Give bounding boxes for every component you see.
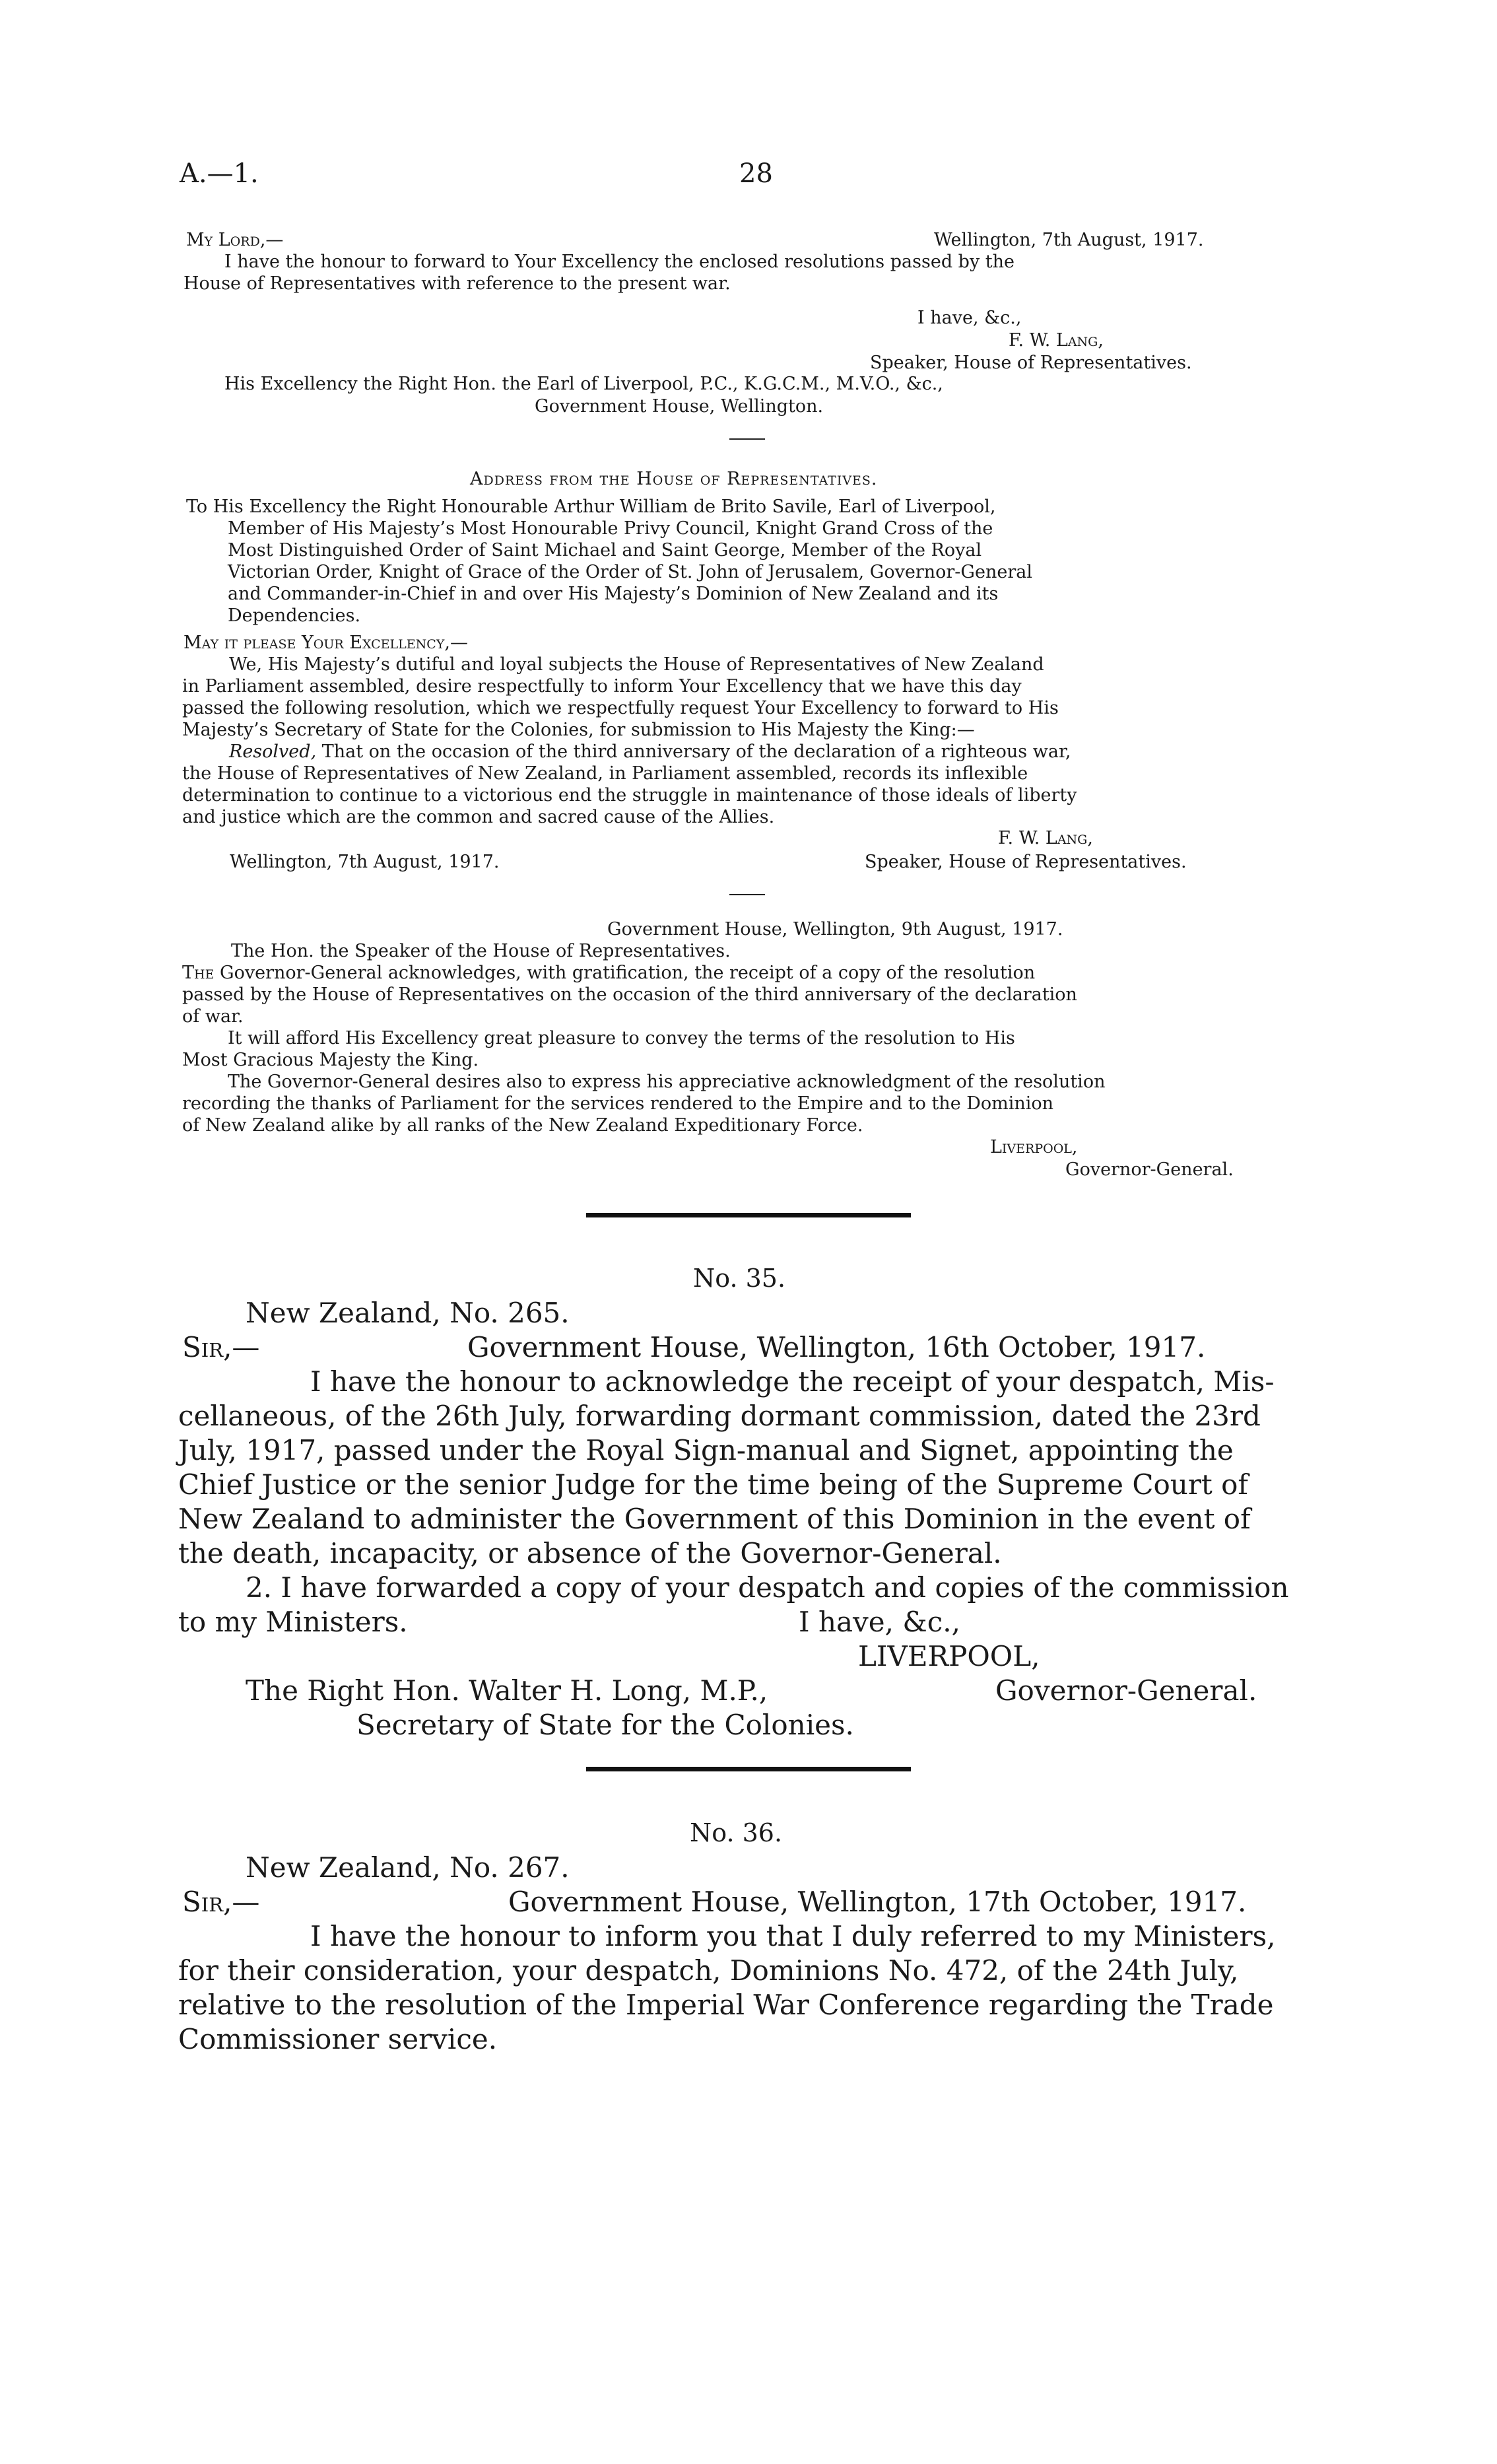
- reply-signature: Liverpool,: [990, 1137, 1078, 1157]
- address-signature-title: Speaker, House of Representatives.: [865, 852, 1187, 872]
- page-reference: A.—1.: [180, 158, 259, 189]
- reply-para3-line: recording the thanks of Parliament for the services rendered to the Empire and to the Dominion: [182, 1093, 1054, 1114]
- reply-para1-first: [182, 963, 1035, 983]
- reply-para3-line: of New Zealand alike by all ranks of the New Zealand Expeditionary Force.: [182, 1115, 863, 1136]
- letter1-signature: F. W. Lang,: [1009, 330, 1104, 351]
- no35-ref: New Zealand, No. 265.: [246, 1297, 570, 1329]
- resolution-line: and justice which are the common and sacred cause of the Allies.: [182, 807, 775, 827]
- resolution-line: determination to continue to a victorious end the struggle in maintenance of those ideals of liberty: [182, 785, 1077, 805]
- resolved-text: That on the occasion of the third anniversary of the declaration of a righteous war,: [321, 741, 1071, 762]
- letter1-addressee-place: Government House, Wellington.: [535, 396, 824, 417]
- no35-addressee-title: Secretary of State for the Colonies.: [356, 1709, 854, 1741]
- resolved-word: Resolved,: [229, 741, 317, 762]
- address-to-line: and Commander-in-Chief in and over His Majesty’s Dominion of New Zealand and its: [228, 584, 999, 604]
- resolution-first-line: [229, 741, 1071, 762]
- section-rule: [586, 1213, 911, 1217]
- letter1-line: I have the honour to forward to Your Excellency the enclosed resolutions passed by the: [224, 252, 1015, 272]
- address-heading: Address from the House of Representatives.: [470, 469, 878, 489]
- no35-salutation: Sir,—: [182, 1331, 260, 1363]
- no36-ref: New Zealand, No. 267.: [246, 1851, 570, 1884]
- reply-para1-first-word: The: [182, 963, 215, 983]
- reply-signature-title: Governor-General.: [1065, 1159, 1234, 1180]
- no36-para1-line: Commissioner service.: [178, 2023, 498, 2055]
- address-to-line: Dependencies.: [228, 605, 361, 626]
- no35-place-date: Government House, Wellington, 16th October, 1917.: [467, 1331, 1206, 1363]
- reply-para3-line: The Governor-General desires also to express his appreciative acknowledgment of the resolution: [228, 1072, 1106, 1092]
- no35-para1-line: cellaneous, of the 26th July, forwarding dormant commission, dated the 23rd: [178, 1400, 1261, 1432]
- no35-para1-line: Chief Justice or the senior Judge for the time being of the Supreme Court of: [178, 1468, 1248, 1501]
- no35-signature: LIVERPOOL,: [858, 1640, 1040, 1672]
- reply-para1-line: passed by the House of Representatives on the occasion of the third anniversary of the declaration: [182, 984, 1077, 1005]
- no35-closing: I have, &c.,: [799, 1606, 960, 1638]
- no36-para1-line: relative to the resolution of the Imperial War Conference regarding the Trade: [178, 1989, 1274, 2021]
- reply-place-date: Government House, Wellington, 9th August, 1917.: [607, 919, 1063, 940]
- no36-place-date: Government House, Wellington, 17th October, 1917.: [508, 1886, 1247, 1918]
- no35-para2-first: 2. I have forwarded a copy of your despatch and copies of the commission: [246, 1571, 1289, 1604]
- address-body-line: passed the following resolution, which we respectfully request Your Excellency to forward to His: [182, 698, 1059, 718]
- section-divider: [729, 438, 765, 440]
- address-place-date: Wellington, 7th August, 1917.: [230, 852, 500, 872]
- no35-para1-line: the death, incapacity, or absence of the Governor-General.: [178, 1537, 1002, 1569]
- letter1-place-date: Wellington, 7th August, 1917.: [934, 230, 1204, 250]
- address-salutation: May it please Your Excellency,—: [183, 633, 468, 653]
- no35-para1-line: July, 1917, passed under the Royal Sign-manual and Signet, appointing the: [178, 1434, 1234, 1466]
- reply-addressee: The Hon. the Speaker of the House of Representatives.: [231, 941, 731, 961]
- no35-para1-first: I have the honour to acknowledge the receipt of your despatch, Mis-: [310, 1365, 1275, 1398]
- no35-number: No. 35.: [693, 1264, 786, 1293]
- no36-salutation: Sir,—: [182, 1886, 260, 1918]
- address-body-line: in Parliament assembled, desire respectfully to inform Your Excellency that we have this day: [182, 676, 1022, 697]
- no35-para2-last: to my Ministers.: [178, 1606, 408, 1638]
- letter1-signature-title: Speaker, House of Representatives.: [870, 353, 1192, 373]
- section-divider: [729, 894, 765, 895]
- address-to-line: Most Distinguished Order of Saint Michael and Saint George, Member of the Royal: [228, 540, 982, 561]
- address-to-line: To His Excellency the Right Honourable Arthur William de Brito Savile, Earl of Liverpool,: [186, 496, 996, 517]
- no36-number: No. 36.: [690, 1818, 783, 1847]
- letter1-addressee: His Excellency the Right Hon. the Earl of Liverpool, P.C., K.G.C.M., M.V.O., &c.,: [224, 374, 943, 394]
- address-to-line: Member of His Majesty’s Most Honourable Privy Council, Knight Grand Cross of the: [228, 518, 993, 539]
- reply-para1-line: of war.: [182, 1006, 244, 1027]
- no35-para1-line: New Zealand to administer the Government of this Dominion in the event of: [178, 1503, 1251, 1535]
- no35-signature-title: Governor-General.: [995, 1674, 1257, 1707]
- no36-para1-line: for their consideration, your despatch, Dominions No. 472, of the 24th July,: [178, 1954, 1239, 1987]
- section-rule: [586, 1767, 911, 1771]
- reply-para1-first-rest: Governor-General acknowledges, with gratification, the receipt of a copy of the resolution: [220, 963, 1036, 983]
- reply-para2-line: It will afford His Excellency great pleasure to convey the terms of the resolution to His: [228, 1028, 1015, 1048]
- no36-para1-first: I have the honour to inform you that I duly referred to my Ministers,: [310, 1920, 1276, 1952]
- letter1-line: House of Representatives with reference to the present war.: [183, 273, 731, 294]
- resolution-line: the House of Representatives of New Zealand, in Parliament assembled, records its inflexible: [182, 763, 1028, 784]
- no35-addressee: The Right Hon. Walter H. Long, M.P.,: [246, 1674, 768, 1707]
- reply-para2-line: Most Gracious Majesty the King.: [182, 1050, 479, 1070]
- address-to-line: Victorian Order, Knight of Grace of the Order of St. John of Jerusalem, Governor-General: [228, 562, 1032, 582]
- page-number: 28: [739, 158, 773, 189]
- address-body-line: Majesty’s Secretary of State for the Colonies, for submission to His Majesty the King:—: [182, 720, 975, 740]
- letter1-closing: I have, &c.,: [917, 308, 1022, 328]
- address-signature: F. W. Lang,: [998, 828, 1093, 848]
- letter1-salutation: My Lord,—: [186, 230, 284, 250]
- address-body-line: We, His Majesty’s dutiful and loyal subjects the House of Representatives of New Zealand: [229, 654, 1044, 675]
